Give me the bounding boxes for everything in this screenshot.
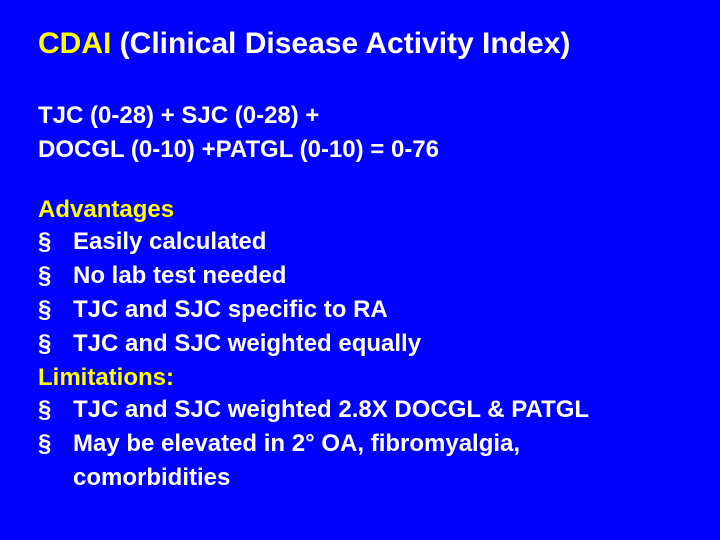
- title-acronym: CDAI: [38, 27, 112, 60]
- limitation-item-continuation: comorbidities: [73, 464, 231, 491]
- bullet-marker: §: [38, 228, 52, 255]
- limitation-item-text: TJC and SJC weighted 2.8X DOCGL & PATGL: [73, 396, 590, 423]
- advantage-item-text: TJC and SJC weighted equally: [73, 330, 422, 357]
- slide-title: [38, 26, 570, 62]
- limitation-item-text: May be elevated in 2° OA, fibromyalgia,: [73, 430, 521, 457]
- advantage-item: [38, 261, 286, 291]
- limitation-item: [38, 429, 520, 459]
- bullet-marker: §: [38, 396, 52, 423]
- bullet-marker: §: [38, 430, 52, 457]
- advantage-item-text: No lab test needed: [73, 262, 287, 289]
- formula-line-2: DOCGL (0-10) +PATGL (0-10) = 0-76: [38, 136, 440, 163]
- advantage-item: [38, 295, 388, 325]
- title-expansion: (Clinical Disease Activity Index): [111, 27, 571, 60]
- formula-line-1: TJC (0-28) + SJC (0-28) +: [38, 102, 320, 129]
- advantage-item-text: TJC and SJC specific to RA: [73, 296, 388, 323]
- advantages-heading: Advantages: [38, 196, 175, 223]
- advantage-item: [38, 329, 421, 359]
- limitation-item: [38, 395, 589, 425]
- bullet-marker: §: [38, 330, 52, 357]
- limitations-heading: Limitations:: [38, 364, 174, 391]
- bullet-marker: §: [38, 296, 52, 323]
- bullet-marker: §: [38, 262, 52, 289]
- advantage-item-text: Easily calculated: [73, 228, 267, 255]
- advantage-item: [38, 227, 266, 257]
